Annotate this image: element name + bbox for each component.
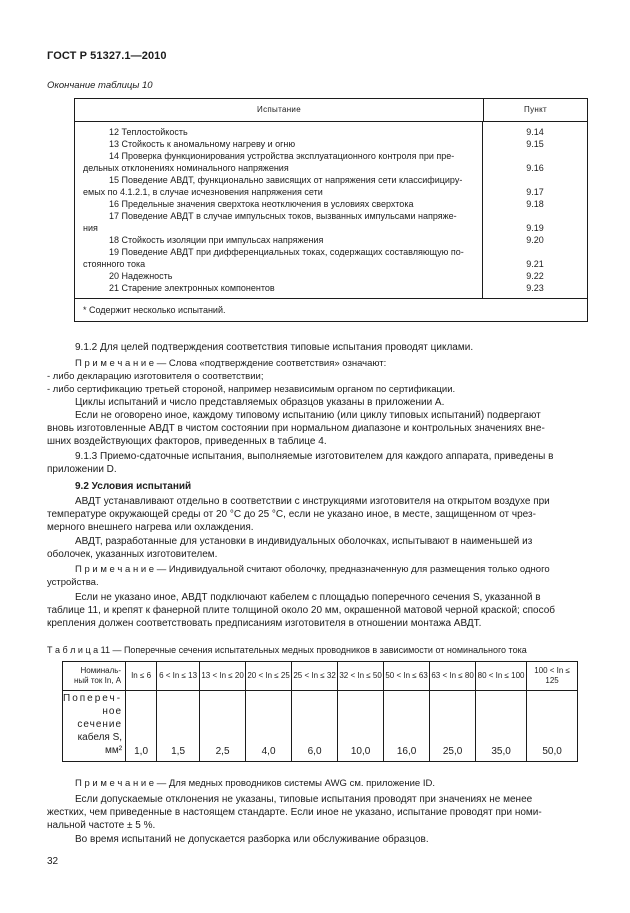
label-line: ное сечение bbox=[77, 705, 123, 730]
table10-clause: 9.17 bbox=[526, 187, 544, 197]
table10-row: 18 Стойкость изоляции при импульсах напряжения bbox=[109, 235, 324, 245]
table11-range-cell: 20 < In ≤ 25 bbox=[246, 662, 292, 691]
cycles-paragraph bbox=[47, 396, 585, 409]
text-line: нальной частоте ± 5 %. bbox=[47, 820, 156, 831]
table10-clause bbox=[483, 174, 587, 186]
table11-range-cell: 6 < In ≤ 13 bbox=[157, 662, 200, 691]
table10-clause: 9.18 bbox=[526, 199, 544, 209]
table10-clause: 9.22 bbox=[526, 271, 544, 281]
note-text: — Для медных проводников системы AWG см. приложение ID. bbox=[154, 778, 435, 789]
text-line: 9.1.2 Для целей подтверждения соответствия типовые испытания проводят циклами. bbox=[75, 342, 474, 353]
table11-range-cell: 13 < In ≤ 20 bbox=[200, 662, 246, 691]
text-line: АВДТ, разработанные для установки в индивидуальных оболочках, испытывают в наименьшей из bbox=[75, 536, 533, 547]
table10-row: 15 Поведение АВДТ, функционально зависящих от напряжения сети классифициру- bbox=[109, 175, 463, 185]
note-label: П р и м е ч а н и е bbox=[75, 564, 155, 575]
note-1 bbox=[47, 357, 585, 396]
text-line: Если не указано иное, АВДТ подключают кабелем с площадью поперечного сечения S, указанной в bbox=[75, 592, 541, 603]
table10-row: дельных отклонениях номинального напряжения bbox=[83, 163, 289, 173]
table10-row: емых по 4.1.2.1, в случае исчезновения напряжения сети bbox=[83, 187, 323, 197]
heading-text: 9.2 Условия испытаний bbox=[75, 481, 192, 492]
text-line: шних воздействующих факторов, приведенных в таблице 4. bbox=[47, 436, 327, 447]
table11-value-cell: 1,0 bbox=[126, 691, 157, 762]
table11-value-cell: 2,5 bbox=[200, 691, 246, 762]
table11-range-cell: 32 < In ≤ 50 bbox=[338, 662, 384, 691]
table11-value-cell: 50,0 bbox=[527, 691, 578, 762]
text-line: крепления должен соответствовать предписаниям изготовителя в отношении монтажа АВДТ. bbox=[47, 618, 482, 629]
table11-value-cell: 4,0 bbox=[246, 691, 292, 762]
text-line: жестких, чем приведенные в настоящем стандарте. Если иное не указано, испытание проводят при номи- bbox=[47, 807, 542, 818]
table10-row: стоянного тока bbox=[83, 259, 146, 269]
clause-9-1-3 bbox=[47, 450, 585, 476]
table10-clause: 9.19 bbox=[526, 223, 544, 233]
text-line: Если не оговорено иное, каждому типовому испытанию (или циклу типовых испытаний) подвергают bbox=[75, 410, 541, 421]
note-label: П р и м е ч а н и е bbox=[75, 778, 155, 789]
note-3 bbox=[47, 777, 585, 790]
table10-clause bbox=[483, 210, 587, 222]
table11-value-cell: 25,0 bbox=[430, 691, 476, 762]
table10-caption: Окончание таблицы 10 bbox=[47, 80, 153, 91]
table10-tests bbox=[75, 122, 483, 298]
text-line: Циклы испытаний и число представляемых образцов указаны в приложении А. bbox=[75, 397, 445, 408]
table11-caption: Т а б л и ц а 11 — Поперечные сечения испытательных медных проводников в зависимости от номинального тока bbox=[47, 645, 527, 655]
table11-range-cell: 63 < In ≤ 80 bbox=[430, 662, 476, 691]
table11-current-row bbox=[63, 662, 578, 691]
table10-clause bbox=[483, 150, 587, 162]
table11-section-row bbox=[63, 691, 578, 762]
table11-value-cell: 16,0 bbox=[384, 691, 430, 762]
note-3-line bbox=[47, 777, 585, 790]
section-9-2-heading bbox=[47, 480, 585, 493]
table11-range-cell: 80 < In ≤ 100 bbox=[476, 662, 527, 691]
text-line: таблице 11, и крепят к фанерной плите толщиной около 20 мм, окрашенной матовой черной краской; способ bbox=[47, 605, 555, 616]
table11 bbox=[62, 661, 578, 762]
table10-clause: 9.16 bbox=[526, 163, 544, 173]
table11-range-cell: In ≤ 6 bbox=[126, 662, 157, 691]
text-line: вновь изготовленные АВДТ в чистом состоянии при нормальном диапазоне и контрольных значениях вне- bbox=[47, 423, 545, 434]
text-line: приложении D. bbox=[47, 464, 117, 475]
note-2-first-line bbox=[47, 563, 585, 576]
table10-row: 20 Надежность bbox=[109, 271, 173, 281]
table10-row: 14 Проверка функционирования устройства эксплуатационного контроля при пре- bbox=[109, 151, 455, 161]
table11-current-label bbox=[63, 662, 126, 691]
table10-col-test: Испытание bbox=[75, 99, 484, 121]
table10-clauses bbox=[483, 122, 587, 298]
table11-range-cell: 100 < In ≤ 125 bbox=[527, 662, 578, 691]
table10-row: 12 Теплостойкость bbox=[109, 127, 188, 137]
table10-clause: 9.15 bbox=[526, 139, 544, 149]
table10-row: 13 Стойкость к аномальному нагреву и огню bbox=[109, 139, 296, 149]
table10-row: 17 Поведение АВДТ в случае импульсных токов, вызванных импульсами напряже- bbox=[109, 211, 457, 221]
note-1-first-line bbox=[47, 357, 585, 370]
enclosure-paragraph bbox=[47, 535, 585, 561]
table10-clause: 9.23 bbox=[526, 283, 544, 293]
text-line: Если допускаемые отклонения не указаны, типовые испытания проводят при значениях не менее bbox=[75, 794, 533, 805]
table10-body bbox=[75, 122, 587, 299]
table10-clause: 9.20 bbox=[526, 235, 544, 245]
cable-paragraph bbox=[47, 591, 585, 630]
text-line: устройства. bbox=[47, 577, 99, 588]
page-number: 32 bbox=[47, 856, 59, 867]
table10-footnote: * Содержит несколько испытаний. bbox=[83, 305, 226, 315]
table10-header bbox=[75, 99, 587, 122]
installation-paragraph bbox=[47, 495, 585, 534]
text-line: температуре окружающей среды от 20 °С до 25 °С, если не указано иное, в месте, защищенном от чрез- bbox=[47, 509, 536, 520]
text-line: 9.1.3 Приемо-сдаточные испытания, выполняемые изготовителем для каждого аппарата, приведены в bbox=[75, 451, 554, 462]
table11-value-cell: 6,0 bbox=[292, 691, 338, 762]
label-line: кабеля S, мм² bbox=[77, 731, 123, 756]
tolerance-paragraph bbox=[47, 793, 585, 832]
table10-row: 21 Старение электронных компонентов bbox=[109, 283, 275, 293]
text-line: - либо декларацию изготовителя о соответствии; bbox=[47, 371, 264, 382]
note-2 bbox=[47, 563, 585, 589]
disassembly-paragraph bbox=[47, 833, 585, 846]
label-line: Попереч- bbox=[63, 692, 123, 704]
label-line: Номиналь- bbox=[80, 666, 122, 675]
table11-value-cell: 35,0 bbox=[476, 691, 527, 762]
note-label: П р и м е ч а н и е bbox=[75, 358, 155, 369]
table10-row: 16 Предельные значения сверхтока неотключения в условиях сверхтока bbox=[109, 199, 414, 209]
text-line: мерного внешнего нагрева или охлаждения. bbox=[47, 522, 254, 533]
table11-range-cell: 50 < In ≤ 63 bbox=[384, 662, 430, 691]
text-line: - либо сертификацию третьей стороной, например независимым органом по сертификации. bbox=[47, 384, 456, 395]
text-line: Во время испытаний не допускается разборка или обслуживание образцов. bbox=[75, 834, 429, 845]
table10-clause bbox=[483, 246, 587, 258]
table10 bbox=[74, 98, 588, 322]
table11-section-label bbox=[63, 691, 126, 762]
label-line: ный ток In, А bbox=[74, 676, 122, 685]
table10-clause: 9.21 bbox=[526, 259, 544, 269]
table10-row: ния bbox=[83, 223, 98, 233]
table10-row: 19 Поведение АВДТ при дифференциальных токах, содержащих составляющую по- bbox=[109, 247, 464, 257]
note-text: — Слова «подтверждение соответствия» означают: bbox=[154, 358, 387, 369]
standard-header: ГОСТ Р 51327.1—2010 bbox=[47, 50, 167, 62]
text-line: АВДТ устанавливают отдельно в соответствии с инструкциями изготовителя на открытом воздухе при bbox=[75, 496, 550, 507]
new-devices-paragraph bbox=[47, 409, 585, 448]
note-text: — Индивидуальной считают оболочку, предназначенную для размещения только одного bbox=[154, 564, 550, 575]
clause-9-1-2 bbox=[47, 341, 585, 354]
table10-col-clause: Пункт bbox=[524, 105, 547, 114]
table11-range-cell: 25 < In ≤ 32 bbox=[292, 662, 338, 691]
text-line: оболочек, указанных изготовителем. bbox=[47, 549, 218, 560]
table11-value-cell: 10,0 bbox=[338, 691, 384, 762]
table10-clause: 9.14 bbox=[526, 127, 544, 137]
table11-value-cell: 1,5 bbox=[157, 691, 200, 762]
